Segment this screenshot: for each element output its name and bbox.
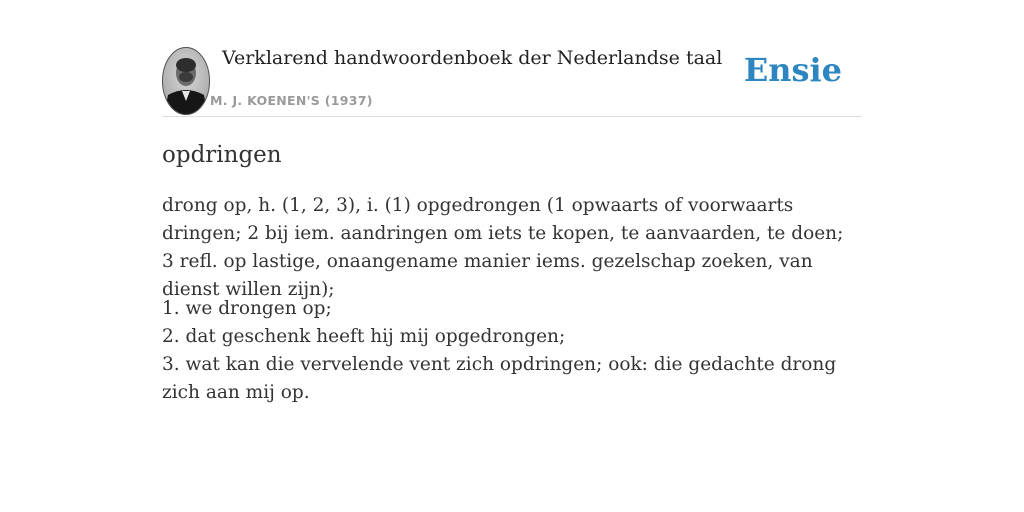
entry-definition: drong op, h. (1, 2, 3), i. (1) opgedrongen (1 opwaarts of voorwaarts dringen; 2 bij iem. aandringen om iets te kopen, te aanvaarden, te doen; 3 refl. op lastige, onaangename manier iems. gezelschap zoeken, van dienst willen zijn);: [162, 195, 844, 300]
author-portrait: [162, 47, 210, 115]
entry-examples: [162, 295, 852, 407]
book-title[interactable]: Verklarend handwoordenboek der Nederlandse taal: [222, 47, 723, 69]
book-author: M. J. KOENEN'S (1937): [210, 93, 373, 108]
example-item: 1. we drongen op;: [162, 298, 332, 319]
entry-headword: opdringen: [162, 142, 282, 168]
example-item: 2. dat geschenk heeft hij mij opgedrongen;: [162, 326, 566, 347]
dictionary-header: [162, 0, 862, 117]
ensie-logo-link[interactable]: Ensie: [743, 51, 842, 89]
page-container: [162, 0, 862, 403]
example-item: 3. wat kan die vervelende vent zich opdringen; ook: die gedachte drong zich aan mij op.: [162, 354, 837, 403]
